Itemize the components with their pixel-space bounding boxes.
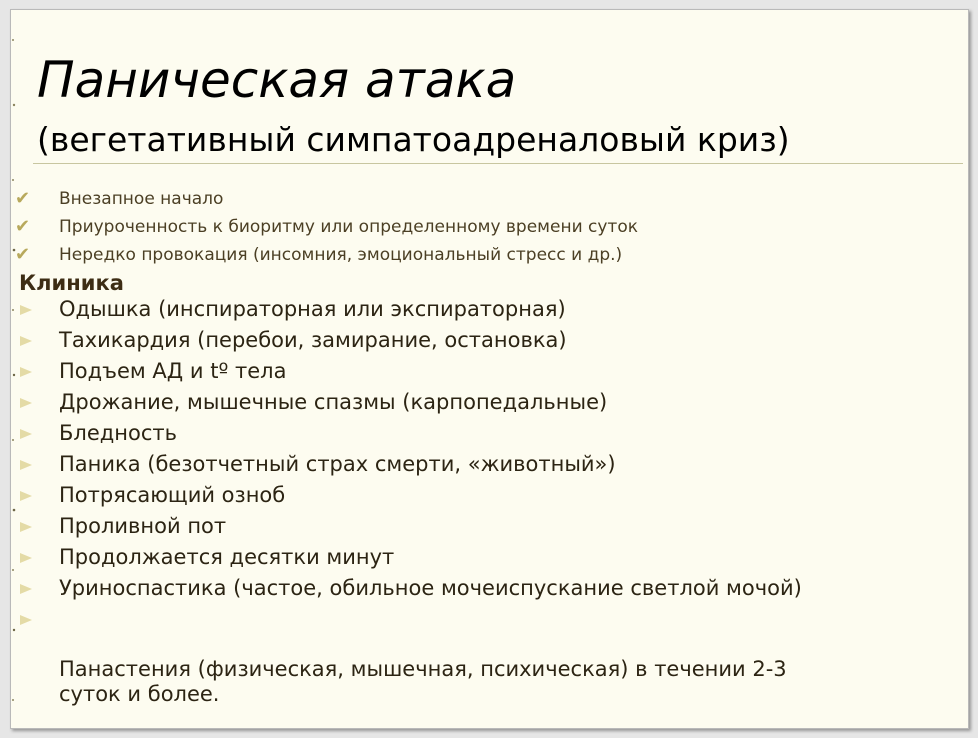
symptom-item — [11, 514, 802, 539]
feature-text: Приуроченность к биоритму или определенному времени суток — [59, 217, 639, 237]
checkmark-icon: ✔ — [15, 244, 31, 265]
symptom-text: Подъем АД и tº тела — [59, 359, 287, 383]
feature-item — [11, 186, 638, 214]
symptoms-list — [11, 297, 802, 713]
feature-text: Внезапное начало — [59, 189, 224, 209]
symptom-item — [11, 483, 802, 508]
arrow-bullet-icon — [20, 305, 32, 315]
symptom-item — [11, 359, 802, 384]
arrow-bullet-icon — [20, 584, 32, 594]
symptom-item — [11, 545, 802, 570]
slide — [10, 9, 969, 729]
slide-title: Паническая атака — [37, 51, 517, 109]
arrow-bullet-icon — [20, 336, 32, 346]
checkmark-icon: ✔ — [15, 188, 31, 209]
symptom-text: Тахикардия (перебои, замирание, остановка) — [59, 328, 567, 352]
arrow-bullet-icon — [20, 398, 32, 408]
symptom-item — [11, 297, 802, 322]
title-divider — [33, 163, 963, 164]
symptom-item — [11, 421, 802, 446]
symptom-text: Проливной пот — [59, 514, 227, 538]
symptom-item — [11, 607, 802, 707]
symptom-text: Продолжается десятки минут — [59, 545, 395, 569]
slide-subtitle: (вегетативный симпатоадреналовый криз) — [37, 120, 790, 159]
symptom-text: Бледность — [59, 421, 178, 445]
arrow-bullet-icon — [20, 460, 32, 470]
arrow-bullet-icon — [20, 429, 32, 439]
features-list — [11, 186, 638, 270]
feature-item — [11, 242, 638, 270]
symptom-item — [11, 328, 802, 353]
arrow-bullet-icon — [20, 367, 32, 377]
arrow-bullet-icon — [20, 553, 32, 563]
checkmark-icon: ✔ — [15, 216, 31, 237]
section-heading: Клиника — [19, 271, 124, 295]
symptom-item — [11, 452, 802, 477]
symptom-text: Паника (безотчетный страх смерти, «животный») — [59, 452, 616, 476]
arrow-bullet-icon — [20, 615, 32, 625]
arrow-bullet-icon — [20, 491, 32, 501]
symptom-text: Дрожание, мышечные спазмы (карпопедальные) — [59, 390, 608, 414]
symptom-text: Одышка (инспираторная или экспираторная) — [59, 297, 566, 321]
symptom-text: Уриноспастика (частое, обильное мочеиспускание светлой мочой) — [59, 576, 802, 600]
feature-text: Нередко провокация (инсомния, эмоциональный стресс и др.) — [59, 245, 623, 265]
symptom-item — [11, 390, 802, 415]
symptom-item — [11, 576, 802, 601]
arrow-bullet-icon — [20, 522, 32, 532]
symptom-text: Панастения (физическая, мышечная, психическая) в течении 2-3 суток и более. — [59, 657, 787, 706]
symptom-text: Потрясающий озноб — [59, 483, 286, 507]
feature-item — [11, 214, 638, 242]
